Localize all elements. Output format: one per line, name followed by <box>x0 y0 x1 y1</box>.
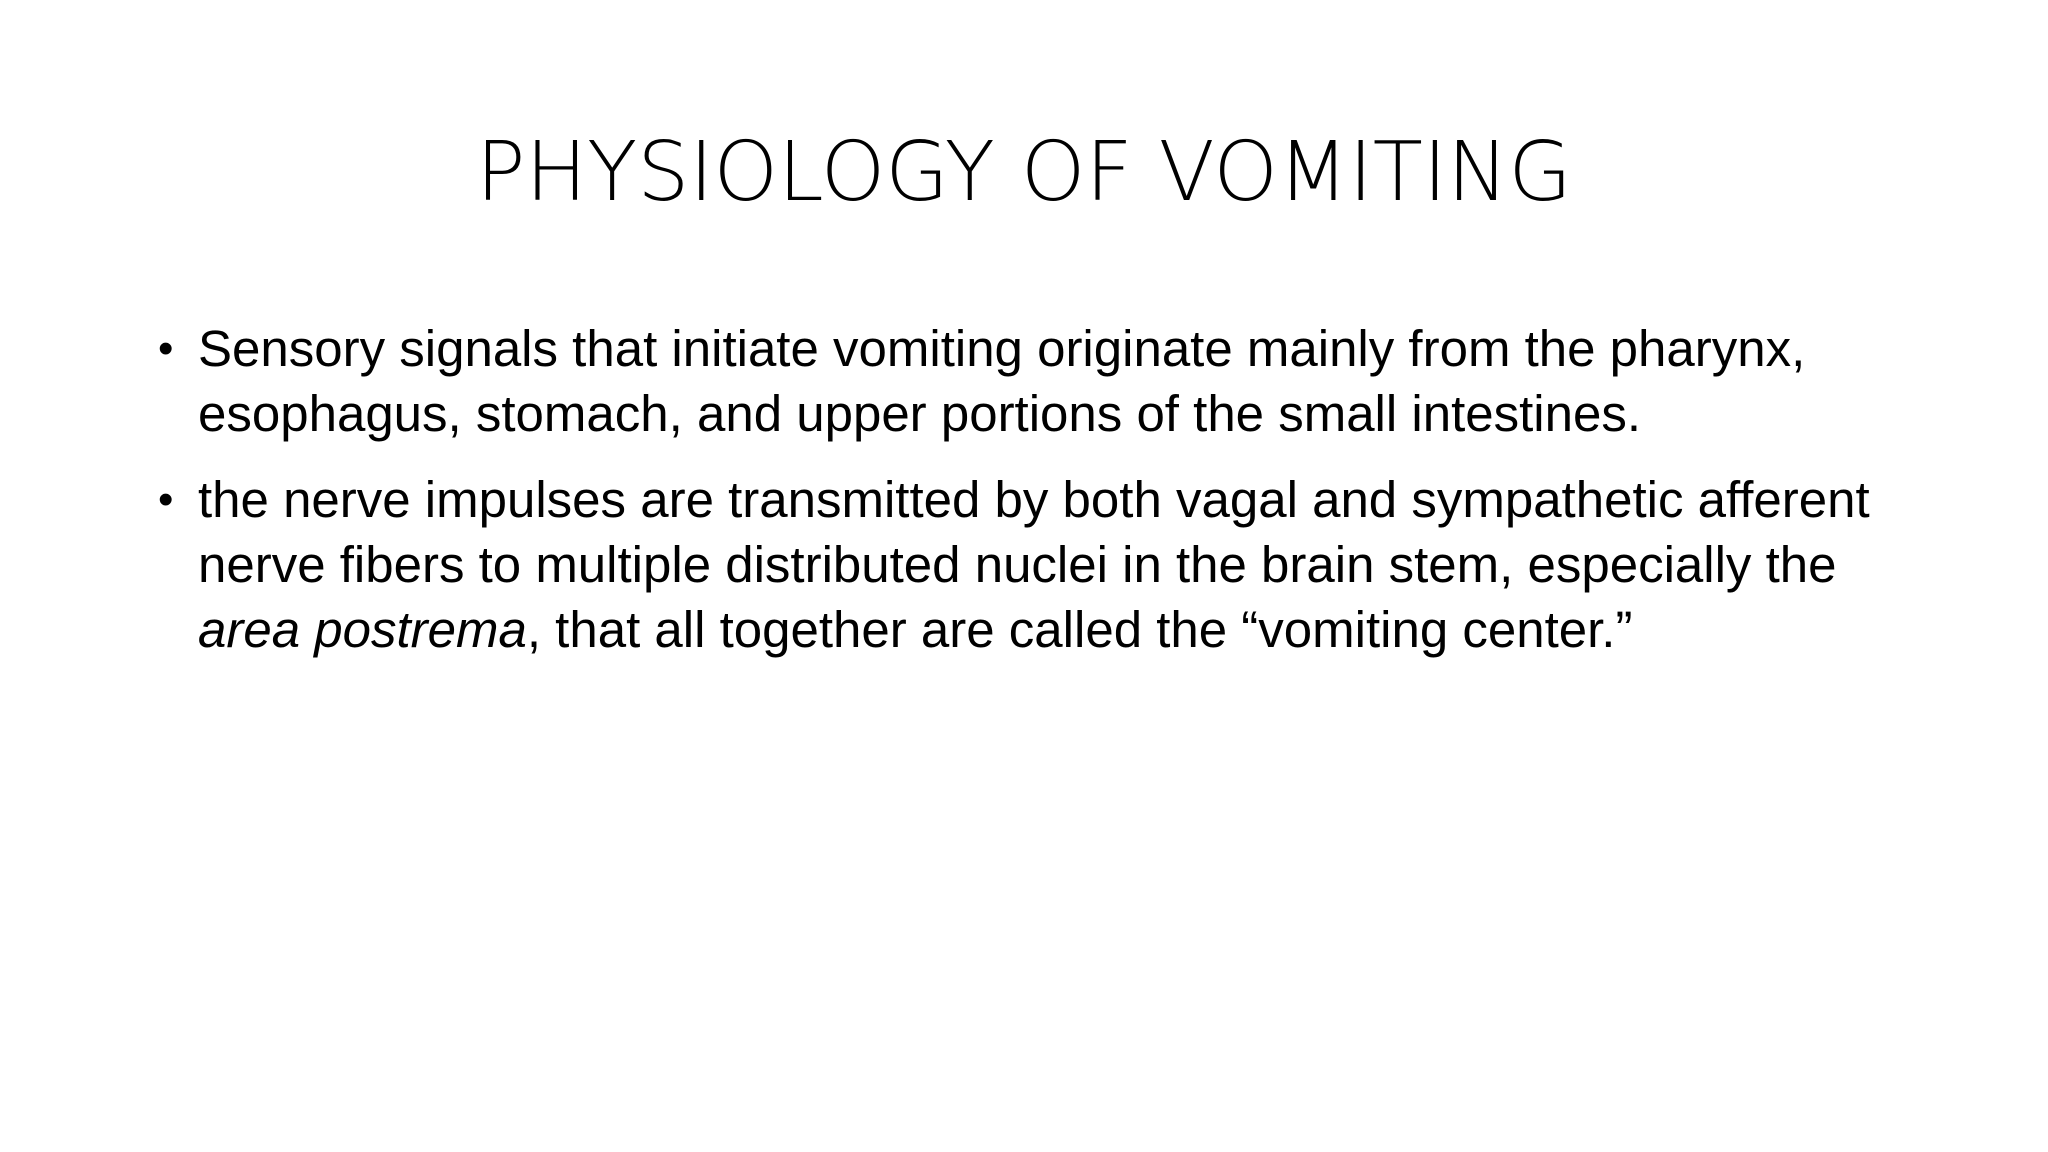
bullet-list <box>158 316 1918 683</box>
bullet-item <box>158 467 1918 662</box>
bullet-text <box>198 471 1870 658</box>
bullet-text-italic: area postrema <box>198 601 527 658</box>
bullet-text: Sensory signals that initiate vomiting originate mainly from the pharynx, esophagus, stomach, and upper portions of the small intestines. <box>198 320 1806 442</box>
bullet-icon: • <box>158 475 174 524</box>
bullet-icon: • <box>158 324 174 373</box>
bullet-text-before: the nerve impulses are transmitted by both vagal and sympathetic afferent nerve fibers to multiple distributed nuclei in the brain stem, especially the <box>198 471 1870 593</box>
slide-title: PHYSIOLOGY OF VOMITING <box>476 125 1572 220</box>
bullet-item <box>158 316 1918 446</box>
bullet-text-after: , that all together are called the “vomiting center.” <box>526 601 1633 658</box>
